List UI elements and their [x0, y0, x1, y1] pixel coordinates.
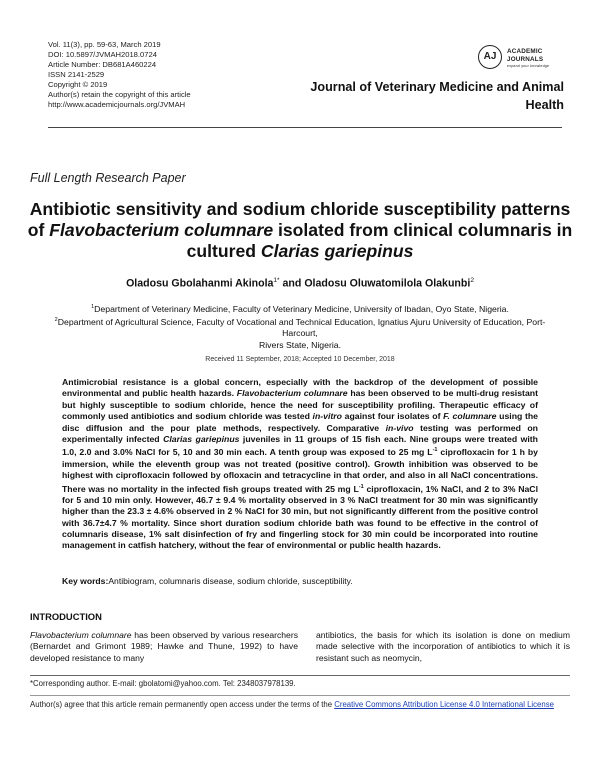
affiliation-2-text: Department of Agricultural Science, Faculty of Vocational and Technical Education, Ignatius Ajuru University of Education, Port-Harcourt, [57, 317, 546, 339]
intro-text-2: antibiotics, the basis for which its isolation is done on medium made selective with the incorporation of antibiotics to which it is resistant such as neomycin, [316, 630, 570, 663]
journal-url[interactable]: http://www.academicjournals.org/JVMAH [48, 100, 186, 109]
abstract-italic: F. columnare [443, 411, 497, 422]
abstract-text: has been observed to be multi-drug resistant but highly susceptible to sodium chloride, hence the need for susceptibility profiling. Therapeutic efficacy of commonly used antibiotics and sodium chloride was tested [62, 388, 538, 422]
affiliation-2-location: Rivers State, Nigeria. [258, 339, 342, 350]
abstract-text: testing was performed on experimentally infected [62, 422, 538, 445]
volume-info: Vol. 11(3), pp. 59-63, March 2019 [48, 40, 161, 49]
rights-statement: Author(s) retain the copyright of this article [48, 90, 191, 99]
footnote-divider [30, 675, 570, 676]
author-2-mark: 2 [470, 277, 474, 284]
affiliation-1-mark: 1 [91, 304, 95, 310]
intro-column-2 [316, 630, 570, 664]
affiliation-2 [50, 315, 550, 339]
affiliation-2-mark: 2 [54, 317, 58, 324]
corresponding-author: *Corresponding author. E-mail: gbolatomi@yahoo.com. Tel: 2348037978139. [30, 679, 296, 688]
logo-line-1: ACADEMIC [507, 48, 543, 55]
license-notice [30, 700, 570, 711]
author-2: Oladosu Oluwatomilola Olakunbi [304, 277, 471, 290]
license-text: Author(s) agree that this article remain permanently open access under the terms of the [30, 700, 335, 709]
paper-type: Full Length Research Paper [30, 171, 186, 185]
abstract-text: juveniles in 11 groups of 15 fish each. Nine groups were treated with 1.0, 2.0 and 3.0% NaCl for 5, 10 and 30 min each. A tenth group was exposed to 25 mg L [62, 434, 538, 458]
header-divider [48, 127, 562, 128]
intro-species: Flavobacterium columnare [30, 630, 132, 640]
logo-line-2: JOURNALS [507, 56, 544, 63]
article-number: Article Number: DB681A460224 [48, 60, 157, 69]
received-dates: Received 11 September, 2018; Accepted 10 December, 2018 [205, 356, 395, 363]
abstract [62, 377, 538, 552]
academic-journals-logo [478, 45, 578, 71]
abstract-text: against four isolates of [342, 411, 444, 422]
keywords [62, 576, 538, 586]
affiliation-1-text: Department of Veterinary Medicine, Faculty of Veterinary Medicine, University of Ibadan, Oyo State, Nigeria. [94, 303, 509, 314]
affiliation-1 [50, 302, 550, 315]
title-species-2: Clarias gariepinus [260, 241, 414, 261]
issn: ISSN 2141-2529 [48, 70, 105, 79]
keywords-text: Antibiogram, columnaris disease, sodium chloride, susceptibility. [108, 576, 353, 586]
logo-wordmark [507, 48, 549, 69]
keywords-label: Key words: [62, 576, 109, 586]
affiliations [50, 302, 550, 351]
abstract-text: ciprofloxacin, 1% NaCl, and 2 to 3% NaCl for 5 and 10 min only. However, 46.7 ± 9.4 % mortality observed in 3 % NaCl treatment for 30 min was significantly higher than the 23.3 ± 4.6% observed in 2 % NaCl for 30 min, but not significantly different from the positive control with 36.7±4.7 % mortality. Since short duration sodium chloride bath was found to be effective in the control of columnaris disease, 1% salt disinfection of fry and fingerling stock for 30 min could be incorporated into routine management in catfish hatchery, without the fear of environmental or public health hazards. [62, 483, 538, 551]
license-link[interactable]: Creative Commons Attribution License 4.0 International License [334, 700, 554, 709]
abstract-italic: Flavobacterium columnare [236, 388, 348, 399]
abstract-superscript: -1 [358, 483, 364, 490]
paper-title [20, 199, 580, 262]
abstract-italic: Clarias gariepinus [163, 434, 240, 445]
aj-logo-icon: AJ [478, 45, 502, 69]
doi: DOI: 10.5897/JVMAH2018.0724 [48, 50, 157, 59]
title-part-1: Antibiotic sensitivity and sodium chloride susceptibility patterns of [27, 199, 571, 240]
author-separator: and [279, 277, 305, 290]
abstract-italic: in-vivo [385, 422, 414, 433]
intro-column-1 [30, 630, 298, 664]
journal-name: Journal of Veterinary Medicine and Animal Health [310, 80, 564, 112]
title-species-1: Flavobacterium columnare [49, 220, 274, 240]
abstract-text: using the disc diffusion and the pour plate methods, respectively. Comparative [62, 411, 539, 433]
abstract-italic: in-vitro [312, 411, 342, 422]
intro-text-1: has been observed by various researchers (Bernardet and Grimont 1989; Hawke and Thune, 1992) to have developed resistance to many [30, 630, 298, 663]
author-list [30, 277, 570, 290]
abstract-text: ciprofloxacin for 1 h by immersion, while the eleventh group was not treated (positive control). Growth inhibition was observed to be highest with ciprofloxacin followed by ofloxacin and tetracycline in that order, and also in all NaCl concentrations. There was no mortality in the infected fish groups treated with 25 mg L [62, 447, 538, 494]
author-1-mark: 1* [273, 277, 280, 284]
logo-tagline: expand your knowledge [507, 64, 550, 68]
author-1: Oladosu Gbolahanmi Akinola [126, 277, 274, 290]
introduction-heading: INTRODUCTION [30, 611, 102, 622]
title-part-2: isolated from clinical columnaris in cultured [186, 220, 573, 261]
copyright: Copyright © 2019 [48, 80, 108, 89]
license-divider [30, 695, 570, 696]
article-meta [48, 40, 288, 110]
abstract-text: Antimicrobial resistance is a global concern, especially with the backdrop of the development of possible environmental and public health hazards. [62, 377, 538, 399]
abstract-superscript: -1 [432, 447, 438, 454]
